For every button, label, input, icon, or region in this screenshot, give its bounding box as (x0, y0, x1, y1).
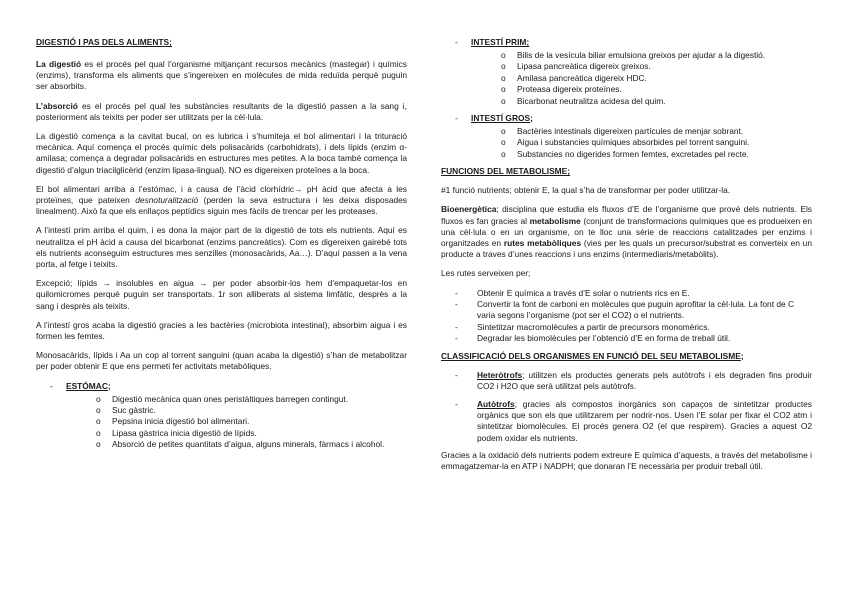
list-item (455, 299, 812, 322)
circle-bullet: o (501, 50, 506, 60)
list-item-text: Proteasa digereix proteïnes. (517, 84, 622, 95)
circle-bullet: o (501, 126, 506, 137)
circle-bullet: o (501, 137, 506, 148)
list-rutes (441, 288, 812, 345)
list-item-text: Amilasa pancreàtica digereix HDC. (517, 72, 647, 83)
section-title-funcions: FUNCIONS DEL METABOLISME; (441, 166, 571, 177)
list-item (96, 439, 407, 450)
circle-bullet: o (501, 95, 506, 106)
list-item-text: Bicarbonat neutralitza acidesa del quim. (517, 95, 666, 106)
list-item-text: ; gracies als compostos inorgànics son capaços de sintetitzar productes orgànics que son els que utilitzarem per nodrir-nos. Usen l’E solar per fixar el CO2 atm i sintetitzar biomolècules. El procés genera O2 (el que respirem). Gracies a aquest O2 podem oxidar els nutrients. (477, 398, 812, 443)
circle-bullet: o (96, 439, 101, 450)
paragraph-oxidacio: Gracies a la oxidació dels nutrients podem extreure E química d’aquests, a través del metabolisme i emmagatzemar-la en ATP i NADPH; que donaran l’E necessària per produir treball útil. (441, 450, 812, 472)
list-item (455, 370, 812, 393)
list-item-text: Absorció de petites quantitats d’aigua, alguns minerals, fàrmacs i alcohol. (112, 439, 385, 450)
list-item (96, 428, 407, 439)
list-item (501, 73, 812, 84)
term-rutes-metaboliques: rutes metabòliques (503, 238, 582, 249)
right-column (441, 37, 812, 481)
text-digestio: es el procés pel qual l’organisme mitjançant recursos mecànics (mastegar) i químics (enzims), transforma els aliments que s’ingereixen en molècules de mida reduïda perquè puguin ser absorbits. (36, 59, 407, 92)
subheading-intesti-gros (441, 113, 812, 124)
list-item-text: Lipasa gàstrica inicia digestió de lípids. (112, 427, 257, 438)
list-item (96, 405, 407, 416)
text-bio-c: (vies per les quals un precursor/substrat es converteix en un producte a traves d’unes reaccions i uns enzims (intermediaris/metabòlits). (441, 238, 812, 260)
paragraph-rutes-intro: Les rutes serveixen per; (441, 268, 531, 279)
term-bioenergetica: Bioenergètica (441, 204, 497, 215)
list-item-text: Sintetitzar macromolècules a partir de precursors monomèrics. (477, 321, 710, 332)
list-item (96, 416, 407, 427)
list-intesti-gros (441, 126, 812, 160)
circle-bullet: o (501, 72, 506, 83)
paragraph-excepcio-lipids: Excepció; lípids → insolubles en aigua → per poder absorbir-los hem d’empaquetar-los en quilomicromes perquè puguin ser transportats. 1r son alliberats al sistema limfàtic, desprès a la sang i desprès als teixits. (36, 278, 407, 311)
term-digestio: La digestió (36, 59, 82, 69)
dash-bullet: - (455, 287, 458, 298)
subheading-intesti-gros-title: INTESTÍ GROS (471, 113, 531, 124)
text-absorcio: es el procés pel qual les substàncies resultants de la digestió passen a la sang i, posteriorment als teixits per poder ser utilitzats per la cèl·lula. (36, 100, 407, 122)
list-item (501, 126, 812, 137)
list-item (455, 288, 812, 299)
list-estomac (36, 394, 407, 451)
list-item-text: Lipasa pancreàtica digereix greixos. (517, 61, 651, 72)
list-item (501, 61, 812, 72)
list-item-text: Suc gàstric. (112, 405, 156, 416)
dash-bullet: - (455, 369, 458, 380)
paragraph-absorcio (36, 101, 407, 123)
list-classificacio (441, 370, 812, 444)
circle-bullet: o (96, 416, 101, 427)
list-item (501, 84, 812, 95)
list-item-text: Convertir la font de carboni en molècules que puguin aprofitar la cèl·lula. La font de C varia segons l’organisme (pot ser el CO2) o el nutrients. (477, 299, 795, 321)
paragraph-estomac (36, 184, 407, 218)
subheading-intesti-gros-wrap (471, 113, 533, 124)
paragraph-funcio-nutrients: #1 funció nutrients; obtenir E, la qual s’ha de transformar per poder utilitzar-la. (441, 185, 731, 196)
list-item-text: Bactèries intestinals digereixen partícules de menjar sobrant. (517, 126, 744, 137)
list-item (455, 322, 812, 333)
list-item (501, 50, 812, 61)
subheading-intesti-prim (441, 37, 812, 48)
list-item-text: Substancies no digerides formen femtes, excretades pel recte. (517, 148, 749, 159)
paragraph-intesti-prim: A l’intestí prim arriba el quim, i es dona la major part de la digestió de tots els nutrients. Aquí es neutralitza el pH àcid a causa del bicarbonat (enzims pancreàtics). Com es digereixen gairebé tots els nutrients aconseguim estructures mes senzilles (monosacàrids, Aa…). D’aquí passen a la vena porta, al fetge i teixits. (36, 225, 407, 270)
subheading-intesti-prim-title: INTESTÍ PRIM; (471, 37, 530, 47)
term-absorcio: L’absorció (36, 100, 78, 111)
list-item-text: Digestió mecànica quan ones peristàltiques barregen contingut. (112, 393, 349, 404)
list-item (96, 394, 407, 405)
dash-bullet: - (455, 37, 458, 47)
list-item-text: ; utilitzen els productes generats pels autòtrofs i els degraden fins produir CO2 i H2O que serà utilitzat pels autòtrofs. (477, 369, 812, 392)
dash-bullet: - (455, 299, 458, 310)
dash-bullet: - (50, 380, 53, 391)
section-title-suffix: ; (740, 350, 744, 361)
list-item-text: Pepsina inicia digestió bol alimentari. (112, 416, 250, 427)
list-item-text: Obtenir E química a través d’E solar o nutrients rics en E. (477, 287, 690, 298)
dash-bullet: - (455, 113, 458, 124)
circle-bullet: o (96, 393, 101, 404)
circle-bullet: o (501, 148, 506, 159)
list-item (455, 399, 812, 445)
list-item (501, 96, 812, 107)
paragraph-bioenergetica (441, 204, 812, 260)
paragraph-cavitat-bucal: La digestió comença a la cavitat bucal, on es lubrica i s’humiteja el bol alimentari i la trituració mecànica. Aquí comença el procés químic dels polisacàrids (carbohidrats), i dels lípids (enzim α-amilasa; comença a degradar polisacàrids en estructures mes petites. A la boca també comença la digestió d’algun triacilglicèrid (enzim lipasa-lingual). NO es digereixen proteïnes a la boca. (36, 131, 407, 175)
paragraph-intesti-gros: A l’intestí gros acaba la digestió gracies a les bactèries (microbiota intestinal), absorbim aigua i es formen les femtes. (36, 319, 407, 342)
text-bio-b: (conjunt de transformacions químiques que es produeixen en una cèl·lula o en un organisme, on te lloc una sèrie de reaccions catalitzades per enzims i organitzades en (441, 215, 812, 249)
list-item-text: Degradar les biomolècules per l’obtenció d’E en forma de treball útil. (477, 333, 731, 344)
text-estomac-b: (perden la seva estructura i les deixa disposades linealment). Això fa que els enllaços peptídics siguin mes fàcils de trencar per les proteases. (36, 195, 407, 217)
subheading-suffix: ; (530, 113, 533, 124)
section-title-digestio: DIGESTIÓ I PAS DELS ALIMENTS; (36, 37, 172, 47)
circle-bullet: o (501, 84, 506, 95)
circle-bullet: o (501, 61, 506, 72)
subheading-estomac-title: ESTÓMAC; (66, 380, 111, 391)
list-item (455, 333, 812, 344)
list-item (501, 149, 812, 160)
section-title-classificacio (441, 351, 812, 362)
text-estomac-a: El bol alimentari arriba a l’estómac, i a causa de l’àcid clorhídric→ pH àcid que afecta a les proteïnes, que pateixen (36, 183, 407, 206)
circle-bullet: o (96, 427, 101, 438)
section-title-classificacio-text: CLASSIFICACIÓ DELS ORGANISMES EN FUNCIÓ DEL SEU METABOLISME (441, 350, 741, 361)
text-bio-a: ; disciplina que estudia els fluxos d’E de l’organisme que prové dels nutrients. Els fluxos es fan gracies al (441, 204, 812, 226)
paragraph-metabolitzar: Monosacàrids, lípids i Aa un cop al torrent sanguini (quan acaba la digestió) s’han de metabolitzar per poder obtenir E que ens permeti fer activitats metabòliques. (36, 350, 407, 372)
list-item-text: Aigua i substancies químiques absorbides pel torrent sanguini. (517, 137, 750, 148)
dash-bullet: - (455, 333, 458, 344)
circle-bullet: o (96, 405, 101, 416)
dash-bullet: - (455, 321, 458, 332)
term-heterotrofs: Heteròtrofs (477, 369, 523, 380)
list-item (501, 137, 812, 148)
term-metabolisme: metabolisme (529, 215, 581, 226)
italic-desnoturalitzacio: desnoturalització (135, 195, 199, 206)
list-intesti-prim (441, 50, 812, 107)
left-column (36, 37, 407, 457)
list-item-text: Bilis de la vesícula biliar emulsiona greixos per ajudar a la digestió. (517, 50, 766, 60)
paragraph-digestio (36, 59, 407, 93)
term-autotrofs: Autòtrofs (477, 398, 515, 409)
dash-bullet: - (455, 398, 458, 409)
subheading-estomac (36, 381, 407, 392)
